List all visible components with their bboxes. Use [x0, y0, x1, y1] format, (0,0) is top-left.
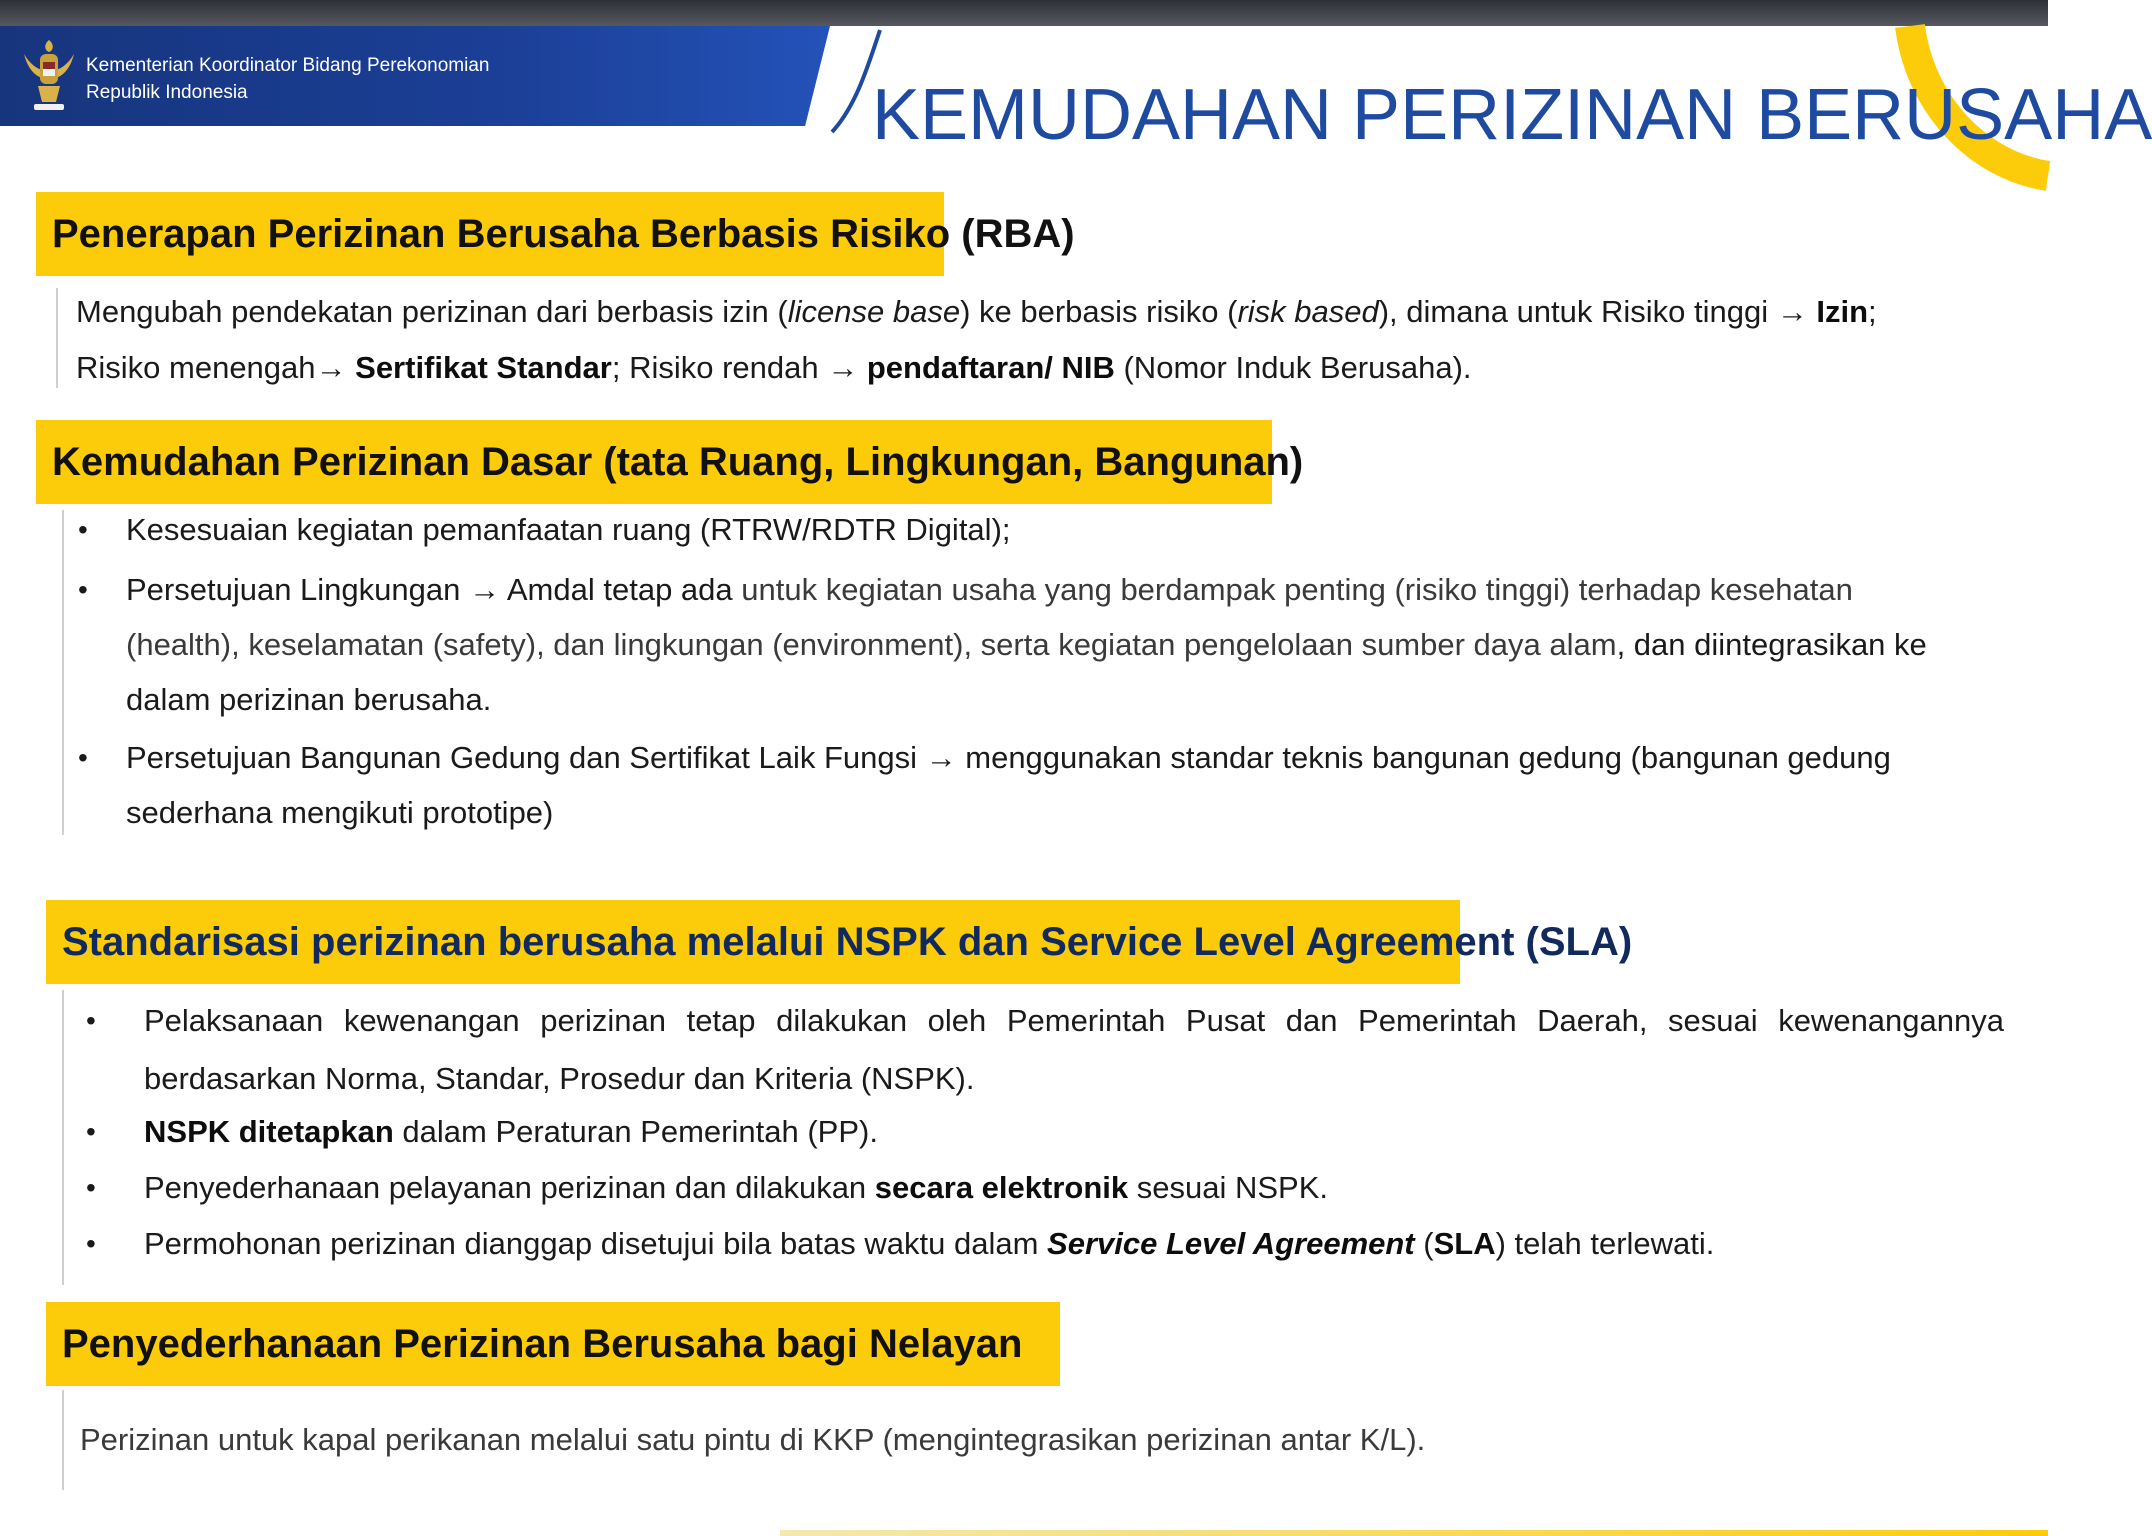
list-item: • Kesesuaian kegiatan pemanfaatan ruang (RTRW/RDTR Digital); — [78, 506, 1978, 554]
section-heading-nelayan: Penyederhanaan Perizinan Berusaha bagi Nelayan — [46, 1302, 1060, 1386]
list-item: • Permohonan perizinan dianggap disetujui bila batas waktu dalam Service Level Agreement (SLA) telah terlewati. — [86, 1216, 1986, 1272]
bullet-icon: • — [86, 1228, 96, 1259]
list-item: • Penyederhanaan pelayanan perizinan dan dilakukan secara elektronik sesuai NSPK. — [86, 1160, 1986, 1216]
list-item: • Persetujuan Bangunan Gedung dan Sertifikat Laik Fungsi → menggunakan standar teknis bangunan gedung (bangunan gedung sederhana mengikuti prototipe) — [78, 730, 1918, 840]
list-item: • Pelaksanaan kewenangan perizinan tetap dilakukan oleh Pemerintah Pusat dan Pemerintah Daerah, sesuai kewenangannya berdasarkan Norma, Standar, Prosedur dan Kriteria (NSPK). — [86, 992, 2004, 1108]
list-item: • Persetujuan Lingkungan → Amdal tetap ada untuk kegiatan usaha yang berdampak penting (risiko tinggi) terhadap kesehatan (health), keselamatan (safety), dan lingkungan (environment), serta kegiatan pengelolaan sumber daya alam, dan diintegrasikan ke dalam perizinan berusaha. — [78, 562, 1948, 727]
rba-line-2: Risiko menengah→ Sertifikat Standar; Risiko rendah → pendaftaran/ NIB (Nomor Induk Berusaha). — [76, 350, 1472, 385]
bullet-icon: • — [78, 514, 88, 545]
rba-line-1: Mengubah pendekatan perizinan dari berbasis izin (license base) ke berbasis risiko (risk based), dimana untuk Risiko tinggi → Izin; — [76, 294, 1877, 329]
ministry-line-2: Republik Indonesia — [86, 82, 248, 103]
bullet-icon: • — [86, 1116, 96, 1147]
nelayan-body: Perizinan untuk kapal perikanan melalui satu pintu di KKP (mengintegrasikan perizinan antar K/L). — [80, 1422, 1426, 1457]
bullet-icon: • — [78, 574, 88, 605]
bullet-icon: • — [86, 1172, 96, 1203]
section-divider — [56, 288, 58, 388]
garuda-emblem-icon — [18, 34, 80, 116]
section-heading-rba: Penerapan Perizinan Berusaha Berbasis Risiko (RBA) — [36, 192, 944, 276]
top-bar — [0, 0, 2048, 26]
section-divider — [62, 510, 64, 835]
section-divider — [62, 990, 64, 1285]
bottom-accent-line — [780, 1530, 2048, 1536]
page-title: KEMUDAHAN PERIZINAN BERUSAHA — [872, 75, 2152, 155]
list-item: • NSPK ditetapkan dalam Peraturan Pemerintah (PP). — [86, 1104, 1986, 1160]
section-heading-nspk-sla: Standarisasi perizinan berusaha melalui NSPK dan Service Level Agreement (SLA) — [46, 900, 1460, 984]
bullet-icon: • — [78, 742, 88, 773]
bullet-icon: • — [86, 1005, 96, 1036]
ministry-name — [86, 52, 489, 106]
section-heading-perizinan-dasar: Kemudahan Perizinan Dasar (tata Ruang, Lingkungan, Bangunan) — [36, 420, 1272, 504]
section-divider — [62, 1390, 64, 1490]
ministry-line-1: Kementerian Koordinator Bidang Perekonomian — [86, 55, 490, 76]
